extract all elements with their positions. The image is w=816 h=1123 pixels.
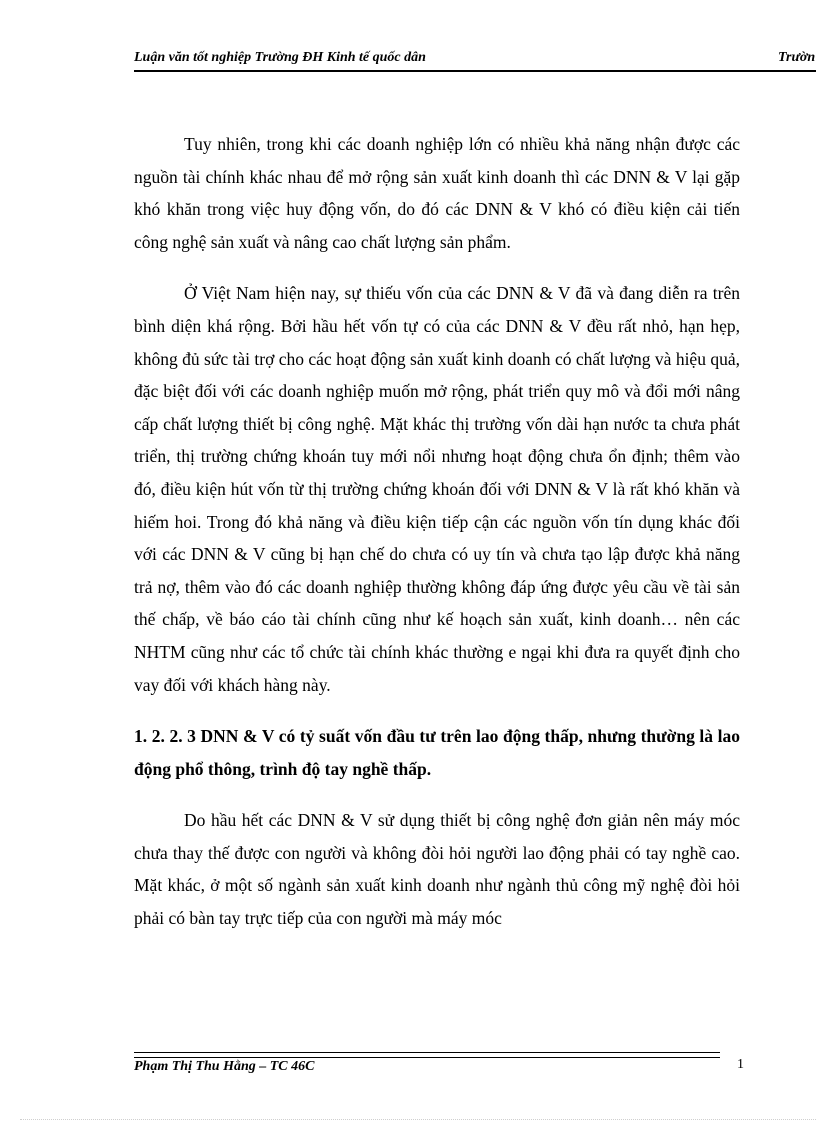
paragraph-1: Tuy nhiên, trong khi các doanh nghiệp lớn có nhiều khả năng nhận được các nguồn tài chính khác nhau để mở rộng sản xuất kinh doanh thì các DNN & V lại gặp khó khăn trong việc huy động vốn, do đó các DNN & V khó có điều kiện cải tiến công nghệ sản xuất và nâng cao chất lượng sản phẩm.	[134, 134, 740, 252]
document-body	[134, 128, 740, 935]
paragraph-3: Do hầu hết các DNN & V sử dụng thiết bị công nghệ đơn giản nên máy móc chưa thay thế được con người và không đòi hỏi người lao động phải có tay nghề cao. Mặt khác, ở một số ngành sản xuất kinh doanh như ngành thủ công mỹ nghệ đòi hỏi phải có bàn tay trực tiếp của con người mà máy móc	[134, 810, 740, 929]
header-title-truncated: Trườn	[778, 50, 816, 65]
header-title: Luận văn tốt nghiệp Trường ĐH Kinh tế quốc dân	[134, 50, 426, 65]
footer-rule	[134, 1052, 720, 1058]
footer-author: Phạm Thị Thu Hằng – TC 46C	[134, 1059, 315, 1074]
page-bottom-edge	[20, 1119, 816, 1120]
section-heading: 1. 2. 2. 3 DNN & V có tỷ suất vốn đầu tư trên lao động thấp, nhưng thường là lao động phổ thông, trình độ tay nghề thấp.	[134, 726, 740, 779]
page-number: 1	[737, 1057, 744, 1072]
paragraph-2: Ở Việt Nam hiện nay, sự thiếu vốn của các DNN & V đã và đang diễn ra trên bình diện khá rộng. Bởi hầu hết vốn tự có của các DNN & V đều rất nhỏ, hạn hẹp, không đủ sức tài trợ cho các hoạt động sản xuất kinh doanh có chất lượng và hiệu quả, đặc biệt đối với các doanh nghiệp muốn mở rộng, phát triển quy mô và đổi mới nâng cấp chất lượng thiết bị công nghệ. Mặt khác thị trường vốn dài hạn nước ta chưa phát triển, thị trường chứng khoán tuy mới nổi nhưng hoạt động chưa ổn định; thêm vào đó, điều kiện hút vốn từ thị trường chứng khoán đối với DNN & V là rất khó khăn và hiếm hoi. Trong đó khả năng và điều kiện tiếp cận các nguồn vốn tín dụng khác đối với các DNN & V cũng bị hạn chế do chưa có uy tín và chưa tạo lập được khả năng trả nợ, thêm vào đó các doanh nghiệp thường không đáp ứng được yêu cầu về tài sản thế chấp, về báo cáo tài chính cũng như kế hoạch sản xuất, kinh doanh… nên các NHTM cũng như các tổ chức tài chính khác thường e ngại khi đưa ra quyết định cho vay đối với khách hàng này.	[134, 283, 740, 695]
page-header	[134, 48, 816, 72]
